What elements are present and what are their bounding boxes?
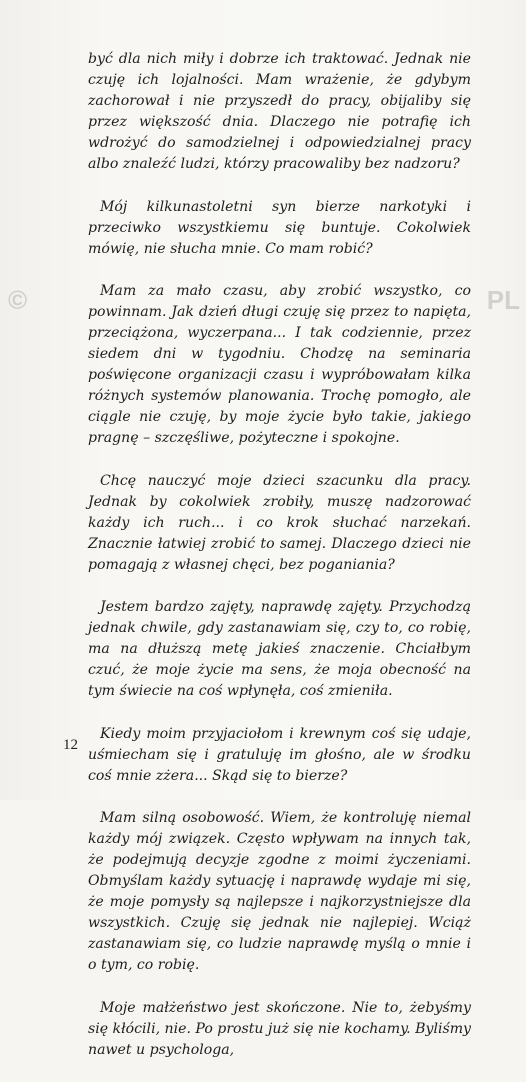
paragraph-4: Chcę nauczyć moje dzieci szacunku dla pracy. Jednak by cokolwiek zrobiły, muszę nadzorować każdy ich ruch... i co krok słuchać narzekań. Znacznie łatwiej zrobić to samej. Dlaczego dzieci nie pomagają z własnej chęci, bez poganiania?: [88, 472, 471, 573]
paragraph-5: Jestem bardzo zajęty, naprawdę zajęty. Przychodzą jednak chwile, gdy zastanawiam się, czy to, co robię, ma na dłuższą metę jakieś znaczenie. Chciałbym czuć, że moje życie ma sens, że moja obecność na tym świecie na coś wpłynęła, coś zmieniła.: [88, 599, 471, 699]
page-text: [88, 49, 471, 1082]
paragraph-3: Mam za mało czasu, aby zrobić wszystko, co powinnam. Jak dzień długi czuję się przez to napięta, przeciążona, wyczerpana... I tak codziennie, przez siedem dni w tygodniu. Chodzę na seminaria poświęcone organizacji czasu i wypróbowałam kilka różnych systemów planowania. Trochę pomogło, ale ciągle nie czuję, by moje życie było takie, jakiego pragnę – szczęśliwe, pożyteczne i spokojne.: [88, 283, 471, 446]
page-number: 12: [63, 737, 78, 753]
watermark-domain-mark: PL: [486, 284, 520, 315]
paragraph-6: Kiedy moim przyjaciołom i krewnym coś się udaje, uśmiecham się i gratuluję im głośno, ale w środku coś mnie zżera... Skąd się to bierze?: [88, 725, 471, 784]
paragraph-8: Moje małżeństwo jest skończone. Nie to, żebyśmy się kłócili, nie. Po prostu już się nie kochamy. Byliśmy nawet u psychologa,: [88, 999, 472, 1058]
paragraph-1: być dla nich miły i dobrze ich traktować. Jednak nie czuję ich lojalności. Mam wrażenie, że gdybym zachorował i nie przyszedł do pracy, obijaliby się przez większość dnia. Dlaczego nie potrafię ich wdrożyć do samodzielnej i odpowiedzialnej pracy albo znaleźć ludzi, którzy pracowaliby bez nadzoru?: [88, 51, 471, 172]
watermark-copyright-mark: ©: [8, 284, 28, 315]
paragraph-7: Mam silną osobowość. Wiem, że kontroluję niemal każdy mój związek. Często wpływam na innych tak, że podejmują decyzje zgodne z moimi życzeniami. Obmyślam każdy sytuację i naprawdę wydaje mi się, że moje pomysły są najlepsze i najkorzystniejsze dla wszystkich. Czuję się jednak nie najlepiej. Wciąż zastanawiam się, co ludzie naprawdę myślą o mnie i o tym, co robię.: [88, 810, 471, 973]
paragraph-2: Mój kilkunastoletni syn bierze narkotyki i przeciwko wszystkiemu się buntuje. Cokolwiek mówię, nie słucha mnie. Co mam robić?: [88, 198, 471, 257]
